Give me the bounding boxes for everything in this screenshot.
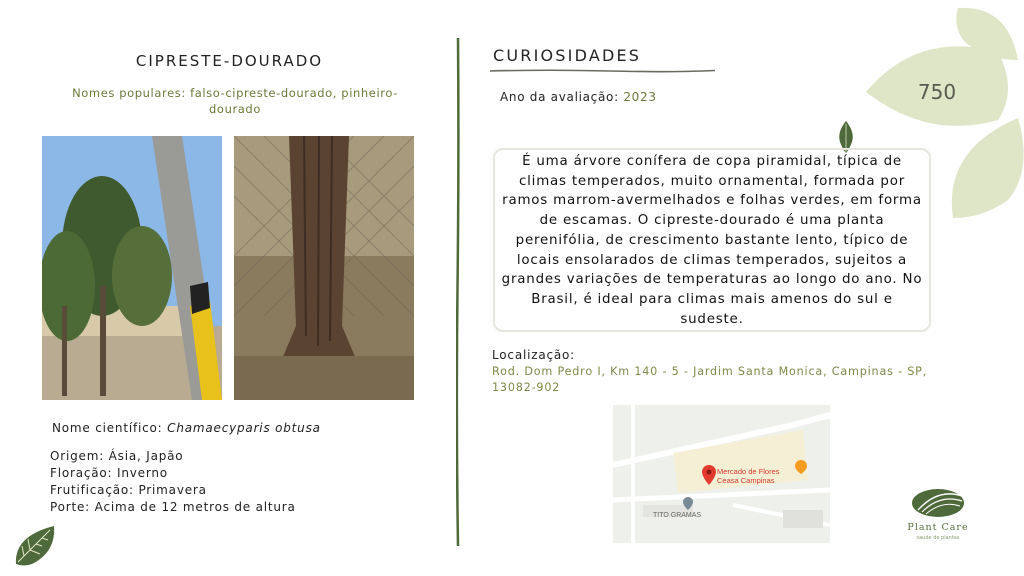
map-place-line1: Mercado de Flores	[717, 467, 780, 476]
evaluation-year-label: Ano da avaliação:	[500, 90, 619, 104]
fact-label: Origem:	[50, 449, 105, 463]
bottom-leaf-icon	[12, 522, 58, 568]
fact-value: Acima de 12 metros de altura	[94, 500, 296, 514]
tree-photo-trunk	[234, 136, 414, 400]
evaluation-year	[500, 90, 657, 104]
location-label: Localização:	[492, 348, 576, 362]
map-place-line2: Ceasa Campinas	[717, 476, 775, 485]
fact-origin	[50, 448, 296, 465]
map-place-label	[717, 467, 780, 485]
plant-title: CIPRESTE-DOURADO	[135, 52, 324, 70]
curiosities-heading: CURIOSIDADES	[493, 46, 642, 65]
fact-fruiting	[50, 482, 296, 499]
popular-names-label: Nomes populares:	[72, 86, 186, 100]
location-map[interactable]	[613, 405, 830, 543]
plant-number: 750	[917, 80, 957, 104]
logo-tagline: saúde de plantas	[916, 535, 960, 541]
scientific-name	[52, 421, 321, 435]
fact-label: Floração:	[50, 466, 113, 480]
location-address: Rod. Dom Pedro I, Km 140 - 5 - Jardim Santa Monica, Campinas - SP, 13082-902	[492, 365, 928, 394]
logo-name: Plant Care	[907, 522, 969, 533]
fact-label: Frutificação:	[50, 483, 134, 497]
fact-value: Ásia, Japão	[108, 449, 184, 463]
map-food-pin-icon	[795, 460, 807, 474]
plant-care-leaf-icon	[910, 486, 966, 520]
column-divider	[456, 38, 460, 546]
plant-facts	[50, 448, 296, 516]
tree-photo-trunk-art	[234, 136, 414, 400]
evaluation-year-value: 2023	[623, 90, 657, 104]
scientific-name-value: Chamaecyparis obtusa	[167, 421, 321, 435]
fact-label: Porte:	[50, 500, 91, 514]
popular-names	[50, 85, 420, 117]
tree-photo-canopy-art	[42, 136, 222, 400]
map-poi-pin-icon	[683, 497, 693, 510]
popular-names-value: falso-cipreste-dourado, pinheiro-dourado	[190, 86, 398, 116]
curiosity-description: É uma árvore conífera de copa piramidal, típica de climas temperados, muito ornamental, formada por ramos marrom-avermelhados e folhas verdes, em forma de escamas. O cipreste-dourado é uma planta perenifólia, de crescimento bastante lento, típico de locais ensolarados de climas temperados, sujeitos a grandes variações de temperaturas ao longo do ano. No Brasil, é ideal para climas mais amenos do sul e sudeste.	[493, 148, 931, 332]
fact-value: Inverno	[117, 466, 168, 480]
tree-photo-canopy	[42, 136, 222, 400]
plant-care-logo	[898, 486, 978, 542]
fact-value: Primavera	[138, 483, 207, 497]
scientific-name-label: Nome científico:	[52, 421, 163, 435]
map-pin-icon[interactable]	[702, 465, 716, 485]
heading-underline	[490, 68, 715, 74]
fact-flowering	[50, 465, 296, 482]
fact-size	[50, 499, 296, 516]
map-poi-label: TITO GRAMAS	[653, 512, 702, 519]
